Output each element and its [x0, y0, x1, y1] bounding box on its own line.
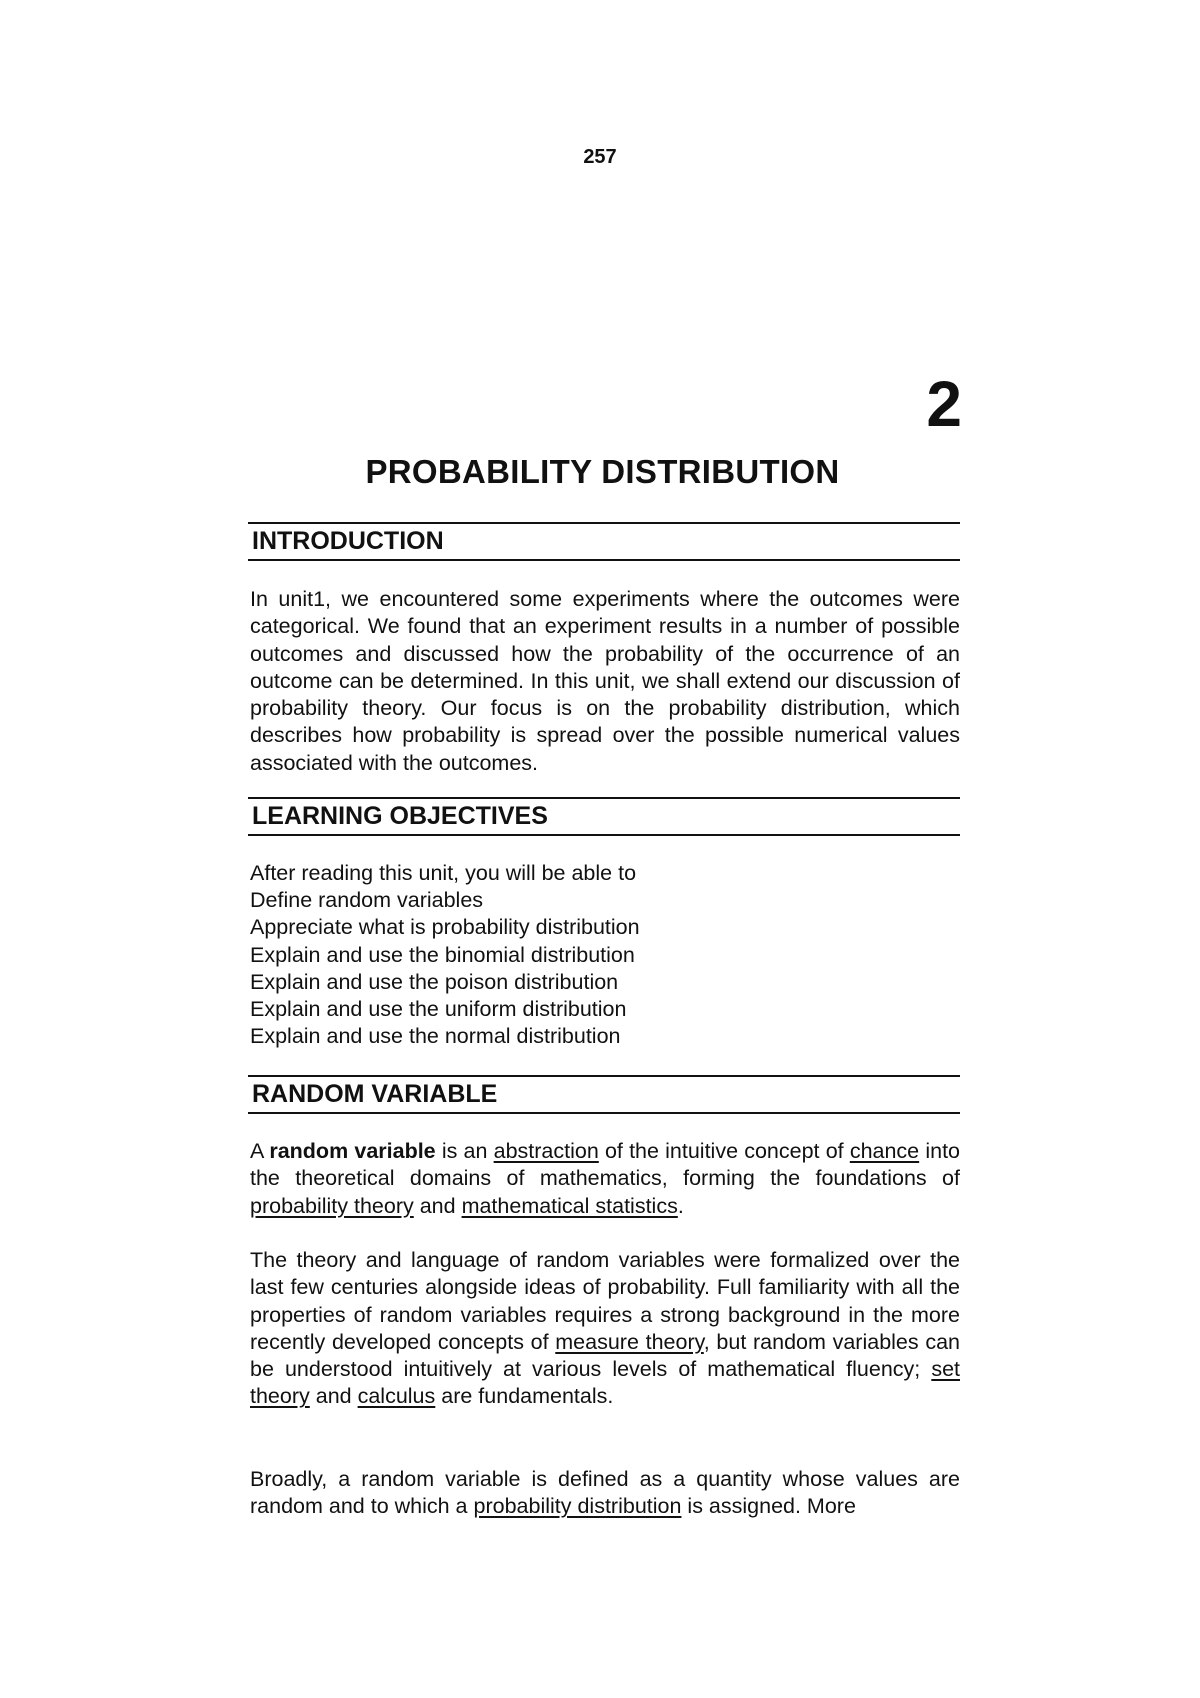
link-mathematical-statistics[interactable]: mathematical statistics	[461, 1193, 678, 1218]
list-item: Define random variables	[250, 888, 484, 913]
term-random-variable: random variable	[269, 1139, 436, 1163]
text-run: is assigned. More	[681, 1494, 856, 1519]
text-run: into the theoretical domains of mathematics, forming the foundations of	[250, 1139, 960, 1191]
link-set-theory[interactable]: set theory	[250, 1357, 960, 1409]
page-number: 257	[583, 146, 617, 168]
text-run: is an	[435, 1139, 494, 1163]
link-calculus[interactable]: calculus	[357, 1384, 436, 1409]
text-run: , but random variables can be understood intuitively at various levels of mathematical fluency;	[250, 1329, 960, 1382]
list-item: Explain and use the normal distribution	[250, 1024, 621, 1049]
text-run: are fundamentals.	[435, 1384, 614, 1409]
text-run: and	[309, 1384, 358, 1409]
introduction-paragraph: In unit1, we encountered some experiments where the outcomes were categorical. We found that an experiment results in a number of possible outcomes and discussed how the probability of the occurrence of an outcome can be determined. In this unit, we shall extend our discussion of probability theory. Our focus is on the probability distribution, which describes how probability is spread over the possible numerical values associated with the outcomes.	[250, 587, 960, 775]
section-heading-introduction: INTRODUCTION	[248, 522, 960, 561]
section-heading-learning-objectives: LEARNING OBJECTIVES	[248, 797, 960, 836]
link-measure-theory[interactable]: measure theory	[555, 1329, 704, 1354]
text-run: and	[413, 1193, 462, 1218]
text-run: .	[677, 1193, 684, 1218]
list-item: Explain and use the binomial distribution	[250, 942, 635, 967]
learning-objectives-list	[250, 860, 960, 1050]
link-probability-distribution[interactable]: probability distribution	[473, 1494, 682, 1519]
random-variable-paragraph-3	[250, 1466, 960, 1521]
text-run: The theory and language of random variables were formalized over the last few centuries alongside ideas of probability. Full familiarity with all the properties of random variables requires a strong background in the more recently developed concepts of	[250, 1248, 960, 1354]
text-run: A	[250, 1139, 270, 1163]
link-abstraction[interactable]: abstraction	[493, 1139, 599, 1163]
text-run: of the intuitive concept of	[598, 1139, 850, 1163]
list-item: Appreciate what is probability distribution	[250, 915, 640, 940]
link-probability-theory[interactable]: probability theory	[250, 1193, 414, 1218]
list-item: After reading this unit, you will be able to	[250, 861, 637, 885]
section-heading-random-variable: RANDOM VARIABLE	[248, 1075, 960, 1114]
random-variable-paragraph-2	[250, 1247, 960, 1411]
random-variable-paragraph-1	[250, 1138, 960, 1220]
chapter-title: PROBABILITY DISTRIBUTION	[365, 453, 840, 490]
text-run: Broadly, a random variable is defined as a quantity whose values are random and to which a	[250, 1467, 960, 1519]
link-chance[interactable]: chance	[849, 1139, 920, 1163]
chapter-number: 2	[926, 368, 962, 440]
list-item: Explain and use the poison distribution	[250, 969, 619, 994]
list-item: Explain and use the uniform distribution	[250, 997, 627, 1022]
